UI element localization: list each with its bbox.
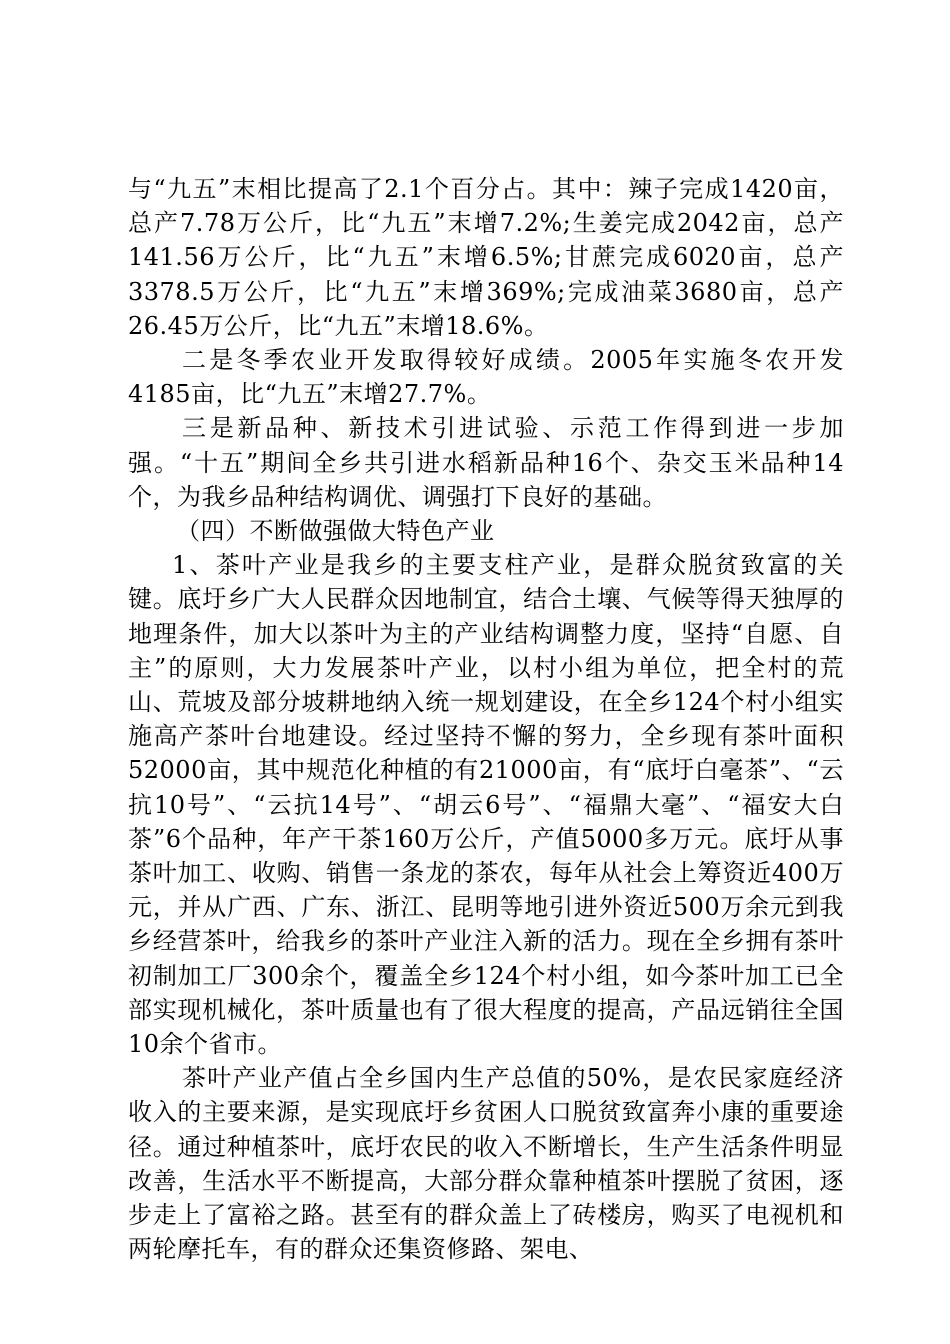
section-heading-special-industry: （四）不断做强做大特色产业 <box>176 517 495 546</box>
paragraph-tea-income: 茶叶产业产值占全乡国内生产总值的50%，是农民家庭经济收入的主要来源，是实现底圩乡贫困人口脱贫致富奔小康的重要途径。通过种植茶叶，底圩农民的收入不断增长，生产生活条件明显改善，生活水平不断提高，大部分群众靠种植茶叶摆脱了贫困，逐步走上了富裕之路。甚至有的群众盖上了砖楼房，购买了电视机和两轮摩托车，有的群众还集资修路、架电、 <box>128 1064 844 1264</box>
paragraph-crop-output: 与“九五”末相比提高了2.1个百分占。其中：辣子完成1420亩，总产7.78万公斤，比“九五”末增7.2%;生姜完成2042亩，总产141.56万公斤，比“九五”末增6.5%;甘蔗完成6020亩，总产3378.5万公斤，比“九五”末增369%;完成油菜3680亩，总产26.45万公斤，比“九五”末增18.6%。 <box>128 175 844 340</box>
paragraph-tea-industry: 1、茶叶产业是我乡的主要支柱产业，是群众脱贫致富的关键。底圩乡广大人民群众因地制宜，结合土壤、气候等得天独厚的地理条件，加大以茶叶为主的产业结构调整力度，坚持“自愿、自主”的原则，大力发展茶叶产业，以村小组为单位，把全村的荒山、荒坡及部分坡耕地纳入统一规划建设，在全乡124个村小组实施高产茶叶台地建设。经过坚持不懈的努力，全乡现有茶叶面积52000亩，其中规范化种植的有21000亩，有“底圩白毫茶”、“云抗10号”、“云抗14号”、“胡云6号”、“福鼎大毫”、“福安大白茶”6个品种，年产干茶160万公斤，产值5000多万元。底圩从事茶叶加工、收购、销售一条龙的茶农，每年从社会上筹资近400万元，并从广西、广东、浙江、昆明等地引进外资近500万余元到我乡经营茶叶，给我乡的茶叶产业注入新的活力。现在全乡拥有茶叶初制加工厂300余个，覆盖全乡124个村小组，如今茶叶加工已全部实现机械化，茶叶质量也有了很大程度的提高，产品远销往全国10余个省市。 <box>128 551 844 1059</box>
paragraph-new-varieties: 三是新品种、新技术引进试验、示范工作得到进一步加强。“十五”期间全乡共引进水稻新品种16个、杂交玉米品种14个，为我乡品种结构调优、调强打下良好的基础。 <box>128 414 844 511</box>
document-body <box>128 172 844 1267</box>
paragraph-winter-agriculture: 二是冬季农业开发取得较好成绩。2005年实施冬农开发4185亩，比“九五”末增27.7%。 <box>128 346 844 409</box>
